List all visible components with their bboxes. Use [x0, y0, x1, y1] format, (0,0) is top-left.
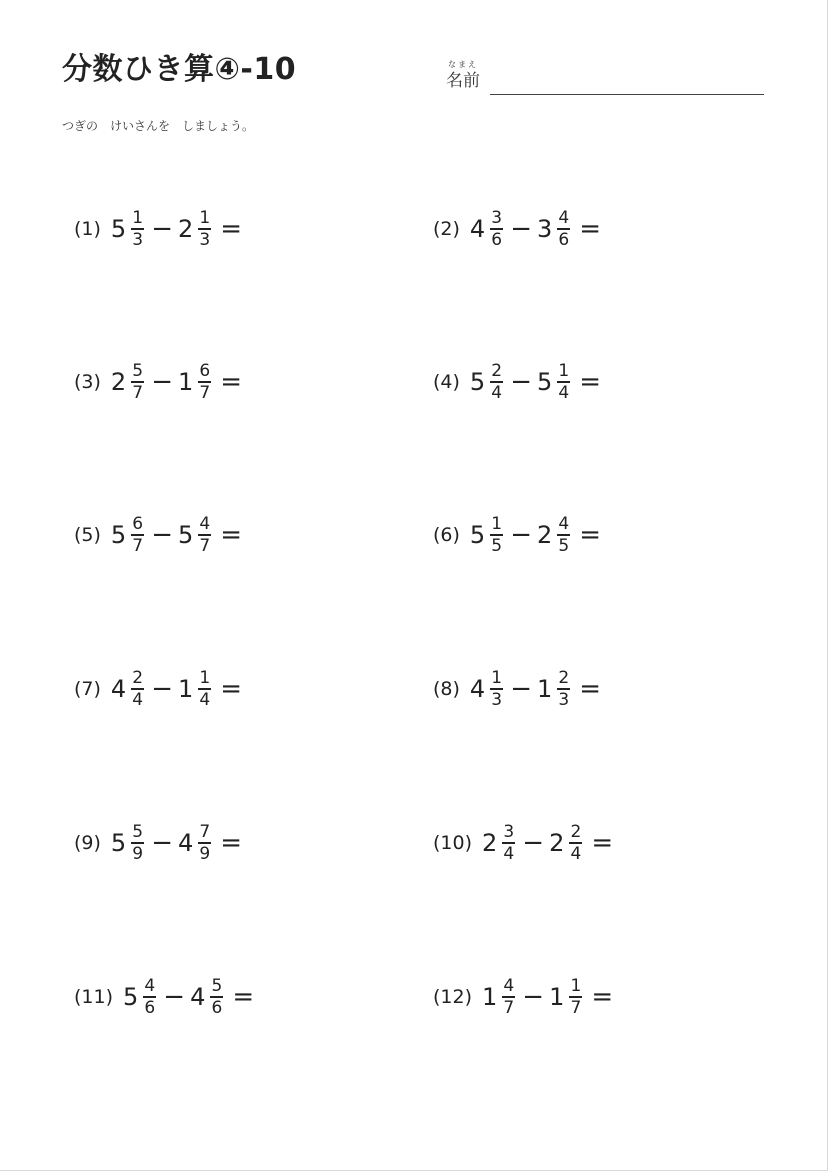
problem-item: [433, 505, 601, 565]
fraction-numerator: 2: [132, 668, 144, 688]
equals-sign: =: [220, 674, 243, 704]
minus-sign: −: [522, 828, 545, 858]
problem-item: [74, 505, 242, 565]
subtrahend-whole: 2: [537, 521, 553, 549]
minus-sign: −: [151, 674, 173, 704]
fraction-denominator: 7: [132, 383, 144, 403]
equals-sign: =: [579, 674, 602, 704]
name-field: [446, 60, 766, 100]
subtrahend-whole: 1: [537, 675, 553, 703]
subtrahend-whole: 2: [178, 215, 194, 243]
fraction-denominator: 6: [491, 230, 503, 250]
equals-sign: =: [579, 214, 602, 244]
minuend-whole: 1: [482, 983, 498, 1011]
minus-sign: −: [151, 214, 173, 244]
subtrahend-fraction: [198, 515, 211, 555]
minus-sign: −: [151, 520, 173, 550]
problem-item: [433, 199, 601, 259]
fraction-denominator: 7: [199, 536, 211, 556]
subtrahend-fraction: [557, 515, 570, 555]
name-underline: [490, 94, 764, 95]
fraction-numerator: 2: [491, 361, 503, 381]
worksheet-title: 分数ひき算④-10: [62, 52, 297, 87]
minuend-fraction: [490, 362, 503, 402]
subtrahend-fraction: [198, 823, 211, 863]
minus-sign: −: [510, 520, 532, 550]
equals-sign: =: [579, 520, 602, 550]
fraction-denominator: 5: [491, 536, 503, 556]
fraction-denominator: 4: [570, 844, 582, 864]
minus-sign: −: [163, 982, 186, 1012]
minuend-whole: 5: [123, 983, 139, 1011]
subtrahend-fraction: [198, 209, 211, 249]
equals-sign: =: [232, 982, 255, 1012]
fraction-denominator: 4: [491, 383, 503, 403]
problem-item: [433, 967, 613, 1027]
minuend-whole: 4: [469, 215, 486, 243]
subtrahend-whole: 5: [178, 521, 194, 549]
minuend-whole: 5: [110, 521, 127, 549]
problem-number: (8): [433, 678, 460, 700]
fraction-numerator: 4: [558, 514, 570, 534]
minus-sign: −: [510, 674, 532, 704]
minus-sign: −: [510, 214, 532, 244]
subtrahend-fraction: [557, 362, 570, 402]
fraction-denominator: 7: [503, 998, 515, 1018]
subtrahend-fraction: [198, 362, 211, 402]
minus-sign: −: [151, 828, 173, 858]
problem-number: (2): [433, 218, 460, 240]
subtrahend-fraction: [557, 669, 570, 709]
equals-sign: =: [220, 214, 243, 244]
problem-number: (11): [74, 986, 114, 1008]
minuend-fraction: [131, 515, 144, 555]
fraction-numerator: 1: [132, 208, 144, 228]
subtrahend-fraction: [198, 669, 211, 709]
fraction-denominator: 9: [132, 844, 144, 864]
fraction-numerator: 2: [558, 668, 570, 688]
equals-sign: =: [579, 367, 602, 397]
minuend-fraction: [131, 209, 144, 249]
minuend-whole: 5: [110, 829, 127, 857]
fraction-denominator: 5: [558, 536, 570, 556]
problem-number: (3): [74, 371, 101, 393]
fraction-denominator: 7: [570, 998, 582, 1018]
minus-sign: −: [151, 367, 173, 397]
fraction-denominator: 3: [132, 230, 144, 250]
subtrahend-whole: 2: [549, 829, 565, 857]
minuend-fraction: [490, 209, 503, 249]
fraction-denominator: 6: [211, 998, 223, 1018]
subtrahend-whole: 3: [537, 215, 553, 243]
fraction-numerator: 1: [491, 668, 503, 688]
fraction-numerator: 1: [491, 514, 503, 534]
fraction-numerator: 1: [199, 668, 211, 688]
subtrahend-whole: 4: [190, 983, 206, 1011]
fraction-denominator: 3: [491, 690, 503, 710]
fraction-denominator: 4: [558, 383, 570, 403]
fraction-numerator: 1: [570, 976, 582, 996]
problem-number: (5): [74, 524, 101, 546]
minuend-fraction: [131, 362, 144, 402]
problem-number: (10): [433, 832, 473, 854]
subtrahend-whole: 1: [178, 675, 194, 703]
name-label: 名前: [446, 71, 480, 91]
minuend-whole: 2: [110, 368, 127, 396]
minus-sign: −: [510, 367, 532, 397]
equals-sign: =: [220, 828, 243, 858]
fraction-numerator: 4: [503, 976, 515, 996]
problem-item: [433, 352, 601, 412]
fraction-denominator: 9: [199, 844, 211, 864]
fraction-numerator: 3: [503, 822, 515, 842]
fraction-denominator: 3: [199, 230, 211, 250]
problem-item: [74, 967, 254, 1027]
fraction-numerator: 5: [132, 361, 144, 381]
problem-item: [74, 659, 242, 719]
problem-number: (6): [433, 524, 460, 546]
problem-item: [433, 813, 613, 873]
fraction-denominator: 3: [558, 690, 570, 710]
fraction-denominator: 4: [132, 690, 144, 710]
minuend-fraction: [490, 669, 503, 709]
subtrahend-fraction: [569, 823, 582, 863]
minuend-whole: 4: [110, 675, 127, 703]
fraction-numerator: 4: [558, 208, 570, 228]
fraction-numerator: 1: [199, 208, 211, 228]
name-ruby: なまえ: [448, 60, 478, 69]
equals-sign: =: [591, 982, 614, 1012]
fraction-numerator: 4: [144, 976, 156, 996]
fraction-denominator: 6: [558, 230, 570, 250]
fraction-numerator: 6: [199, 361, 211, 381]
minus-sign: −: [522, 982, 545, 1012]
minuend-whole: 5: [469, 521, 486, 549]
problem-number: (7): [74, 678, 101, 700]
fraction-numerator: 3: [491, 208, 503, 228]
problem-number: (12): [433, 986, 473, 1008]
problem-number: (4): [433, 371, 460, 393]
minuend-fraction: [143, 977, 156, 1017]
problem-item: [74, 199, 242, 259]
problem-number: (9): [74, 832, 101, 854]
fraction-numerator: 1: [558, 361, 570, 381]
minuend-whole: 5: [469, 368, 486, 396]
minuend-whole: 5: [110, 215, 127, 243]
minuend-fraction: [502, 823, 515, 863]
problem-number: (1): [74, 218, 101, 240]
fraction-denominator: 4: [199, 690, 211, 710]
equals-sign: =: [220, 367, 243, 397]
fraction-numerator: 5: [132, 822, 144, 842]
subtrahend-whole: 5: [537, 368, 553, 396]
instruction-text: つぎの けいさんを しましょう。: [62, 119, 255, 133]
equals-sign: =: [591, 828, 614, 858]
problem-item: [74, 813, 242, 873]
equals-sign: =: [220, 520, 243, 550]
fraction-numerator: 5: [211, 976, 223, 996]
fraction-numerator: 7: [199, 822, 211, 842]
subtrahend-whole: 1: [178, 368, 194, 396]
fraction-numerator: 2: [570, 822, 582, 842]
minuend-fraction: [131, 823, 144, 863]
fraction-denominator: 6: [144, 998, 156, 1018]
problem-item: [433, 659, 601, 719]
subtrahend-fraction: [569, 977, 582, 1017]
problem-item: [74, 352, 242, 412]
fraction-numerator: 4: [199, 514, 211, 534]
minuend-fraction: [131, 669, 144, 709]
subtrahend-fraction: [210, 977, 223, 1017]
subtrahend-whole: 1: [549, 983, 565, 1011]
minuend-whole: 2: [482, 829, 498, 857]
fraction-denominator: 7: [199, 383, 211, 403]
minuend-fraction: [502, 977, 515, 1017]
fraction-denominator: 4: [503, 844, 515, 864]
subtrahend-whole: 4: [178, 829, 194, 857]
fraction-numerator: 6: [132, 514, 144, 534]
fraction-denominator: 7: [132, 536, 144, 556]
subtrahend-fraction: [557, 209, 570, 249]
minuend-fraction: [490, 515, 503, 555]
minuend-whole: 4: [469, 675, 486, 703]
